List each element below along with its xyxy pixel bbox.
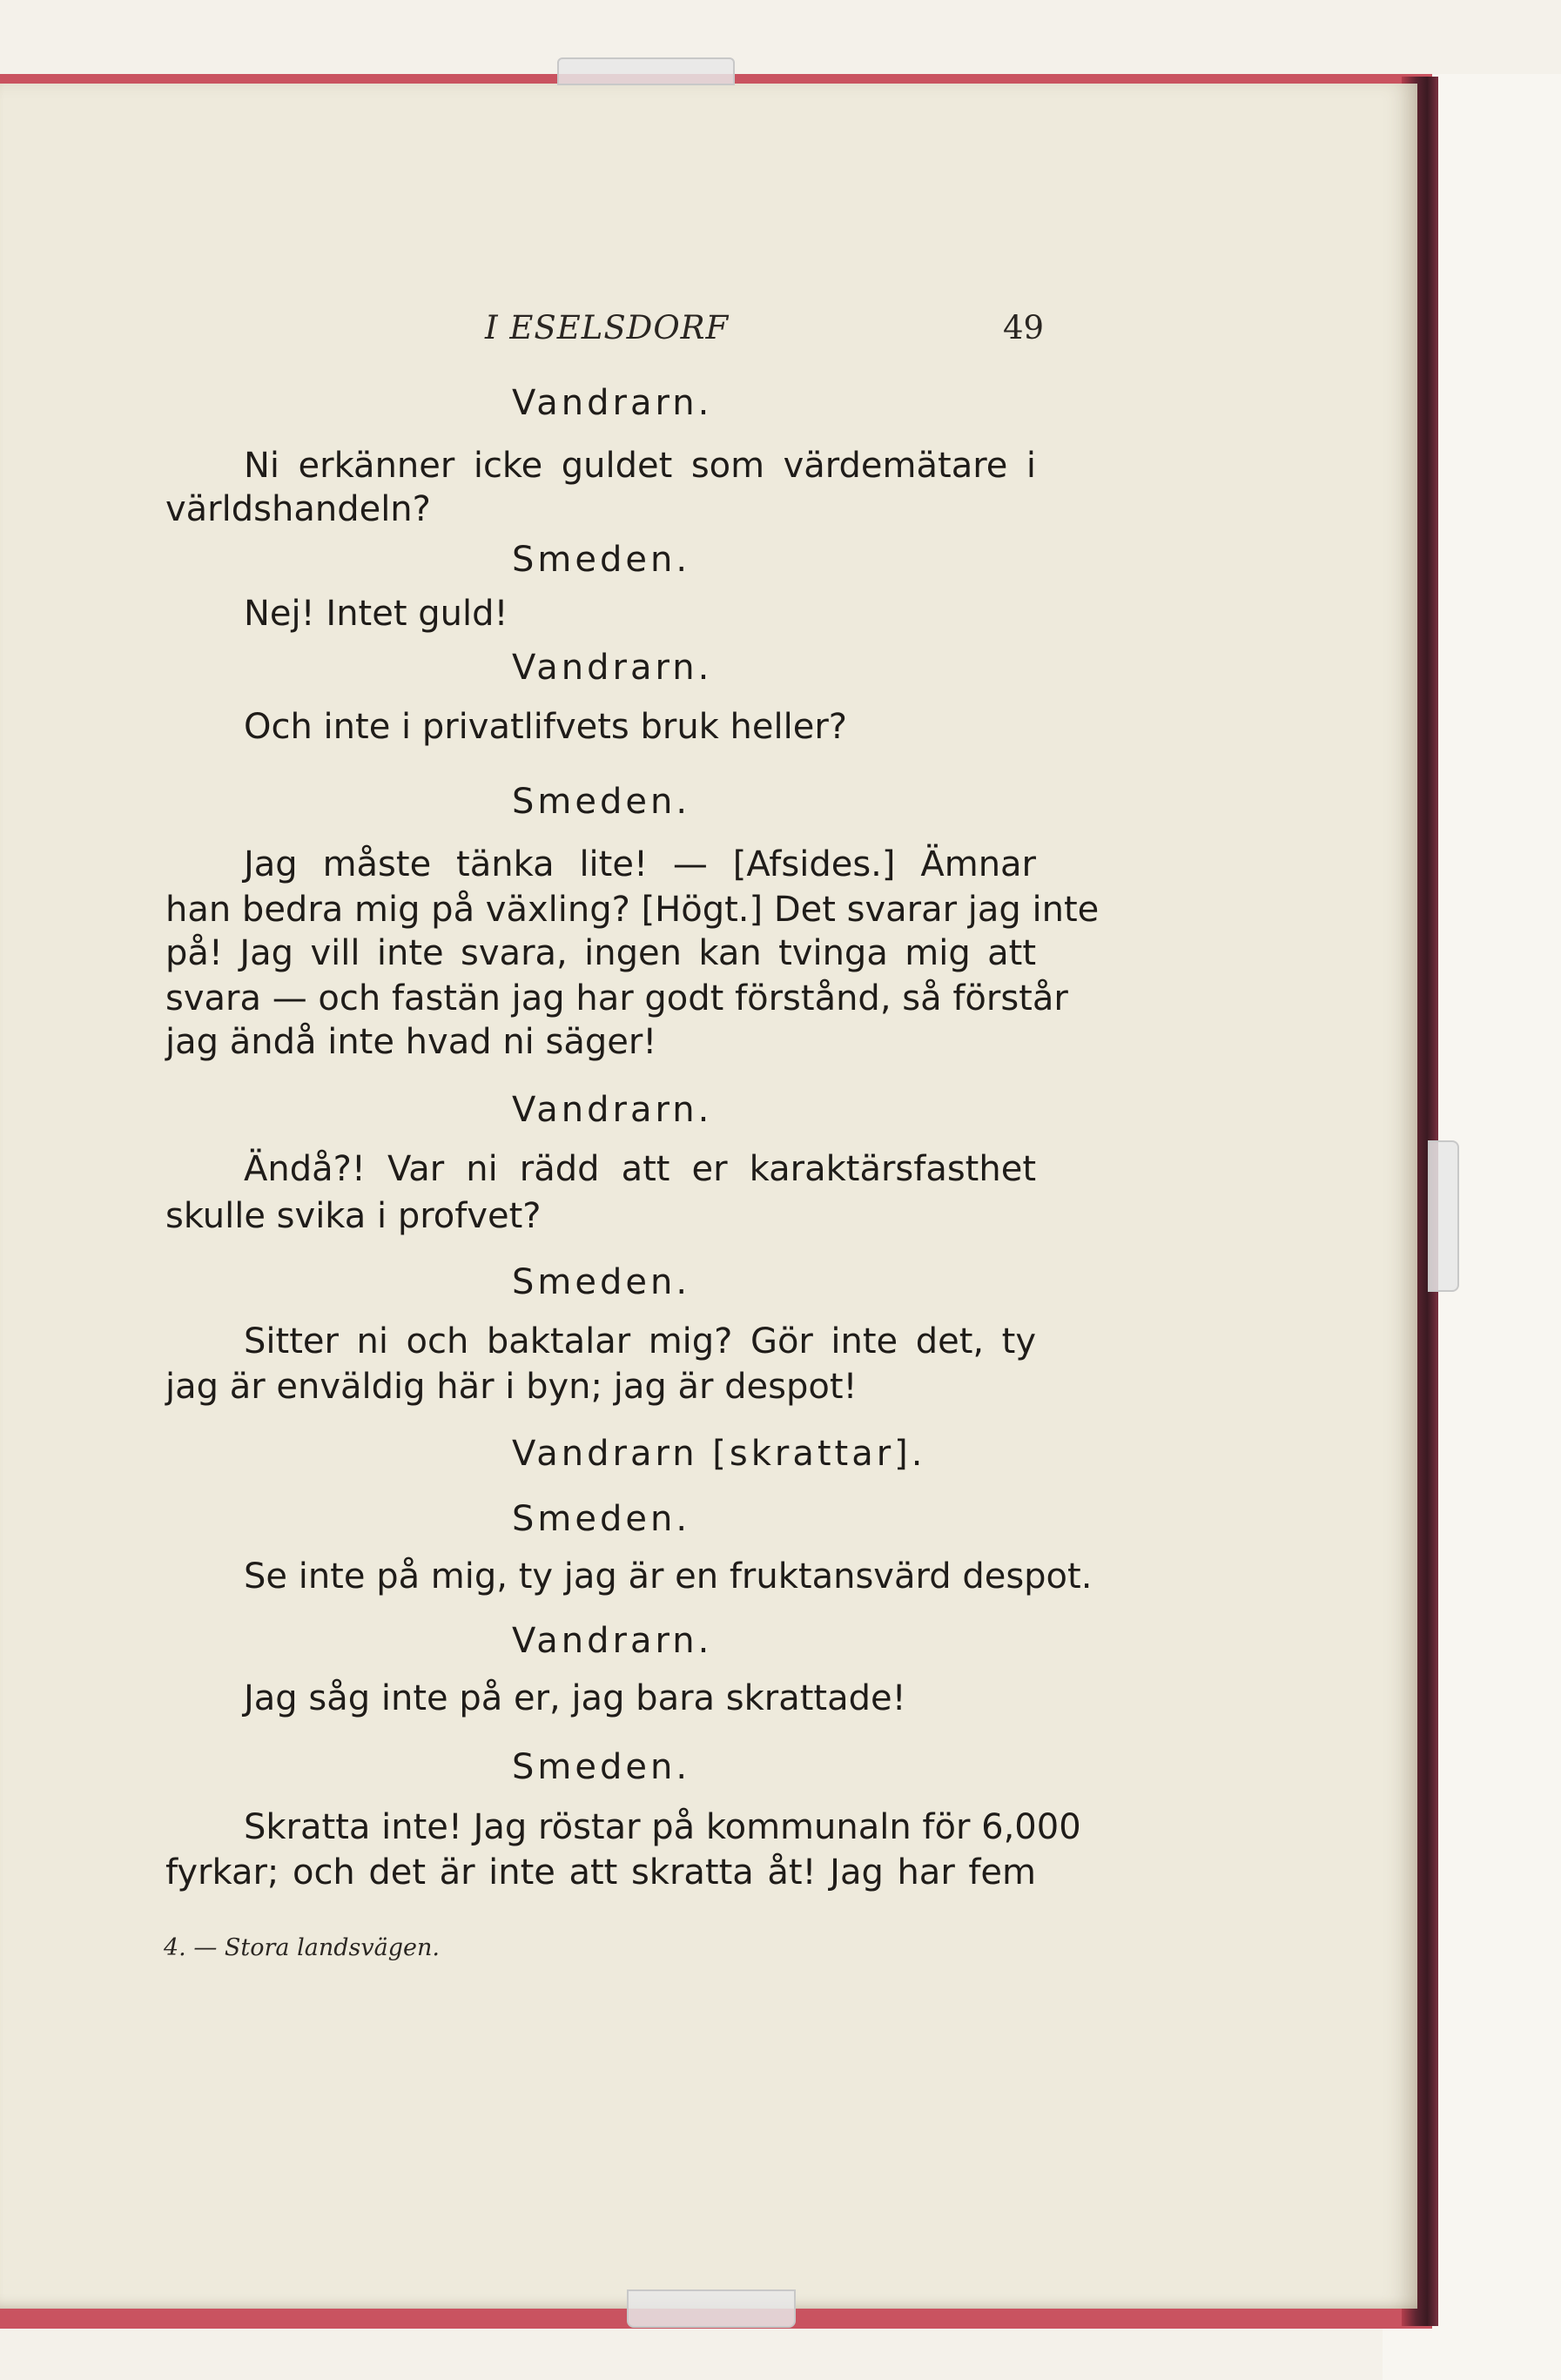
signature-footnote: 4. — Stora landsvägen. — [164, 1934, 440, 1961]
page-number: 49 — [1003, 309, 1045, 346]
speaker-name: Smeden. — [512, 1747, 691, 1787]
speaker-name: Smeden. — [512, 1499, 691, 1539]
text-line: Jag måste tänka lite! — [Afsides.] Ämnar — [244, 844, 1036, 884]
page-clip-bottom — [627, 2289, 796, 2328]
text-line: skulle svika i profvet? — [165, 1196, 542, 1236]
speaker-name: Vandrarn. — [512, 1621, 713, 1661]
text-line: Ni erkänner icke guldet som värdemätare i — [244, 446, 1036, 486]
speaker-name: Vandrarn [skrattar]. — [512, 1434, 926, 1474]
text-line: fyrkar; och det är inte att skratta åt! Jag har fem — [165, 1852, 1036, 1893]
text-line: Sitter ni och baktalar mig? Gör inte det, ty — [244, 1321, 1036, 1361]
speaker-name: Smeden. — [512, 782, 691, 822]
text-line: Ändå?! Var ni rädd att er karaktärsfasthet — [244, 1149, 1036, 1189]
speaker-name: Vandrarn. — [512, 1090, 713, 1130]
text-line: jag är enväldig här i byn; jag är despot! — [165, 1367, 858, 1407]
text-line: på! Jag vill inte svara, ingen kan tvinga mig att — [165, 933, 1036, 973]
text-line: Och inte i privatlifvets bruk heller? — [244, 707, 848, 747]
text-line: svara — och fastän jag har godt förstånd, så förstår — [165, 978, 1068, 1019]
text-line: Nej! Intet guld! — [244, 594, 508, 634]
speaker-name: Smeden. — [512, 540, 691, 580]
text-line: han bedra mig på växling? [Högt.] Det svarar jag inte — [165, 890, 1100, 930]
speaker-name: Vandrarn. — [512, 383, 713, 423]
page-clip-right — [1428, 1140, 1459, 1292]
text-line: Jag såg inte på er, jag bara skrattade! — [244, 1678, 906, 1718]
text-line: jag ändå inte hvad ni säger! — [165, 1022, 657, 1062]
page-clip-top — [557, 57, 735, 85]
text-line: världshandeln? — [165, 489, 431, 529]
running-head: I ESELSDORF — [485, 309, 730, 346]
text-line: Skratta inte! Jag röstar på kommunaln för 6,000 — [244, 1807, 1081, 1847]
speaker-name: Smeden. — [512, 1262, 691, 1302]
speaker-name: Vandrarn. — [512, 648, 713, 688]
text-line: Se inte på mig, ty jag är en fruktansvärd despot. — [244, 1556, 1093, 1597]
